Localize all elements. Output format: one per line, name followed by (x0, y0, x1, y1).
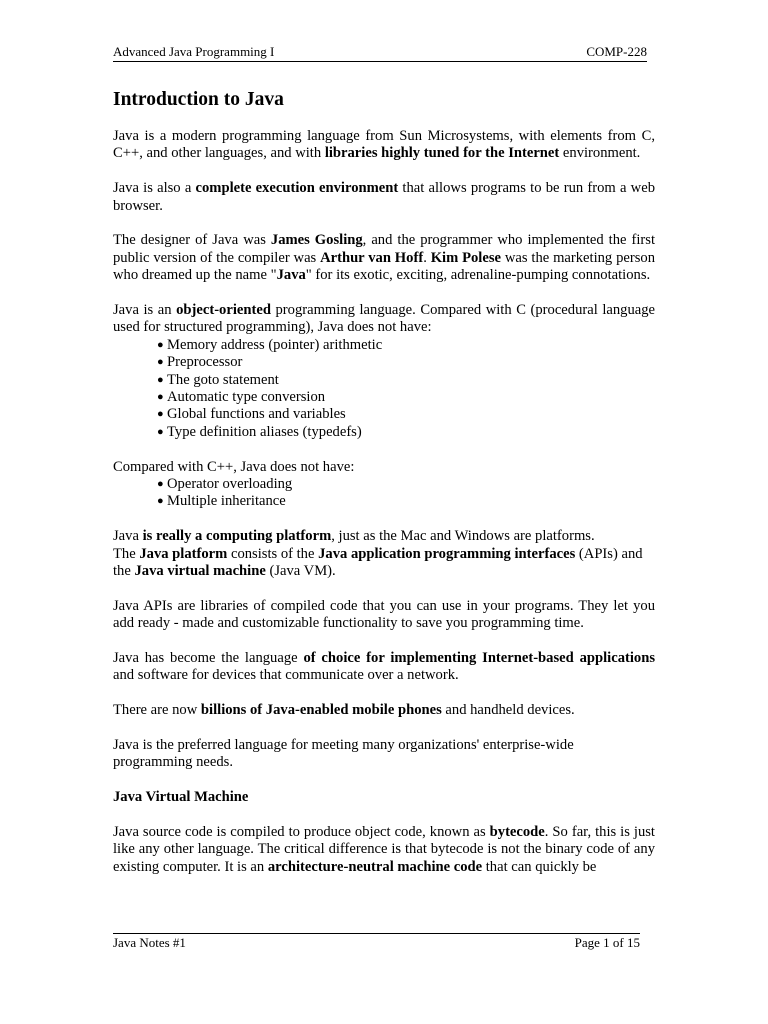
list-item-text: Memory address (pointer) arithmetic (167, 336, 383, 353)
text-run: , just as the Mac and Windows are platforms. (331, 528, 595, 545)
bold-text: is really a computing platform (142, 528, 332, 545)
text-run: There are now (113, 702, 201, 719)
bold-text: Java virtual machine (134, 563, 266, 580)
bold-text: Java application programming interfaces (318, 545, 576, 562)
page-header (113, 44, 647, 62)
list-item-text: Operator overloading (167, 476, 293, 493)
list-item-text: Preprocessor (167, 354, 243, 371)
document-body (113, 88, 655, 894)
header-course-title: Advanced Java Programming I (113, 44, 275, 59)
paragraph-cpp-compare: Compared with C++, Java does not have: (113, 458, 355, 475)
paragraph-object-oriented (113, 302, 655, 337)
text-run: was the marketing person who dreamed up the name " (113, 249, 655, 284)
cpp-missing-features-list (113, 476, 655, 511)
text-run: . (423, 249, 431, 266)
bold-text: object-oriented (176, 302, 271, 319)
list-item-text: Automatic type conversion (167, 389, 326, 406)
list-item-text: The goto statement (167, 371, 279, 388)
text-run: Java is a modern programming language from Sun Microsystems, with elements from C, C++, and other languages, and with (113, 128, 655, 162)
section-title-jvm: Java Virtual Machine (113, 789, 249, 806)
text-run: that allows programs to be run from a web browser. (113, 180, 655, 214)
bullet-icon: ● (157, 408, 164, 421)
text-run: Java source code is compiled to produce object code, known as (113, 824, 490, 841)
list-item (157, 389, 655, 406)
bold-text: Java platform (139, 545, 228, 562)
footer-notes-label: Java Notes #1 (113, 935, 186, 950)
bold-text: architecture-neutral machine code (267, 858, 483, 875)
bold-text: billions of Java-enabled mobile phones (200, 702, 442, 719)
paragraph-internet (113, 650, 655, 685)
bold-text: Arthur van Hoff (320, 249, 424, 266)
page-footer (113, 933, 640, 951)
paragraph-bytecode (113, 824, 655, 876)
text-run: environment. (559, 145, 641, 162)
text-run: Java is also a (113, 180, 196, 197)
bullet-icon: ● (157, 425, 164, 438)
document-title: Introduction to Java (113, 89, 284, 110)
text-run: The (113, 545, 140, 562)
list-item (157, 406, 655, 423)
c-missing-features-list (113, 337, 655, 441)
bold-text: Java (276, 267, 306, 284)
paragraph-apis: Java APIs are libraries of compiled code that you can use in your programs. They let you add ready - made and customizable functionality to save you programming time. (113, 597, 655, 632)
bullet-icon: ● (157, 495, 164, 508)
paragraph-enterprise: Java is the preferred language for meeting many organizations' enterprise-wide programming needs. (113, 737, 574, 771)
text-run: and software for devices that communicate over a network. (113, 667, 459, 684)
text-run: (Java VM). (265, 563, 336, 580)
list-item (157, 424, 655, 441)
bold-text: libraries highly tuned for the Internet (324, 145, 560, 162)
text-run: and handheld devices. (441, 702, 575, 719)
text-run: consists of the (227, 545, 319, 562)
list-item (157, 476, 655, 493)
list-item (157, 337, 655, 354)
list-item (157, 354, 655, 371)
text-run: programming language. Compared with C (procedural language used for structured programming), Java does not have: (113, 302, 655, 336)
bullet-icon: ● (157, 391, 164, 404)
bold-text: of choice for implementing Internet-based applications (303, 650, 655, 667)
list-item-text: Multiple inheritance (167, 493, 286, 510)
footer-page-number: Page 1 of 15 (574, 935, 640, 950)
bold-text: James Gosling (270, 232, 363, 249)
text-run: The designer of Java was (113, 232, 271, 249)
paragraph-execution-env (113, 180, 655, 215)
text-run: " for its exotic, exciting, adrenaline-pumping connotations. (305, 267, 651, 284)
bold-text: bytecode (489, 824, 545, 841)
bold-text: complete execution environment (195, 180, 399, 197)
list-item-text: Global functions and variables (167, 406, 346, 423)
header-course-code: COMP-228 (586, 44, 647, 59)
bullet-icon: ● (157, 478, 164, 491)
text-run: (APIs) and the (113, 545, 643, 580)
text-run: Java has become the language (113, 650, 304, 667)
list-item-text: Type definition aliases (typedefs) (167, 423, 362, 440)
bullet-icon: ● (157, 356, 164, 369)
text-run: that can quickly be (482, 858, 597, 875)
list-item (157, 493, 655, 510)
bullet-icon: ● (157, 373, 164, 386)
list-item (157, 372, 655, 389)
text-run: . So far, this is just like any other language. The critical difference is that bytecode is not the binary code of any existing computer. It is an (113, 824, 655, 875)
text-run: , and the programmer who implemented the first public version of the compiler was (113, 232, 655, 266)
bullet-icon: ● (157, 338, 164, 351)
paragraph-history (113, 232, 655, 284)
text-run: Java (113, 528, 143, 545)
bold-text: Kim Polese (430, 249, 501, 266)
paragraph-platform (113, 528, 655, 580)
paragraph-intro (113, 128, 655, 163)
text-run: Java is an (113, 302, 177, 319)
paragraph-mobile (113, 702, 655, 719)
